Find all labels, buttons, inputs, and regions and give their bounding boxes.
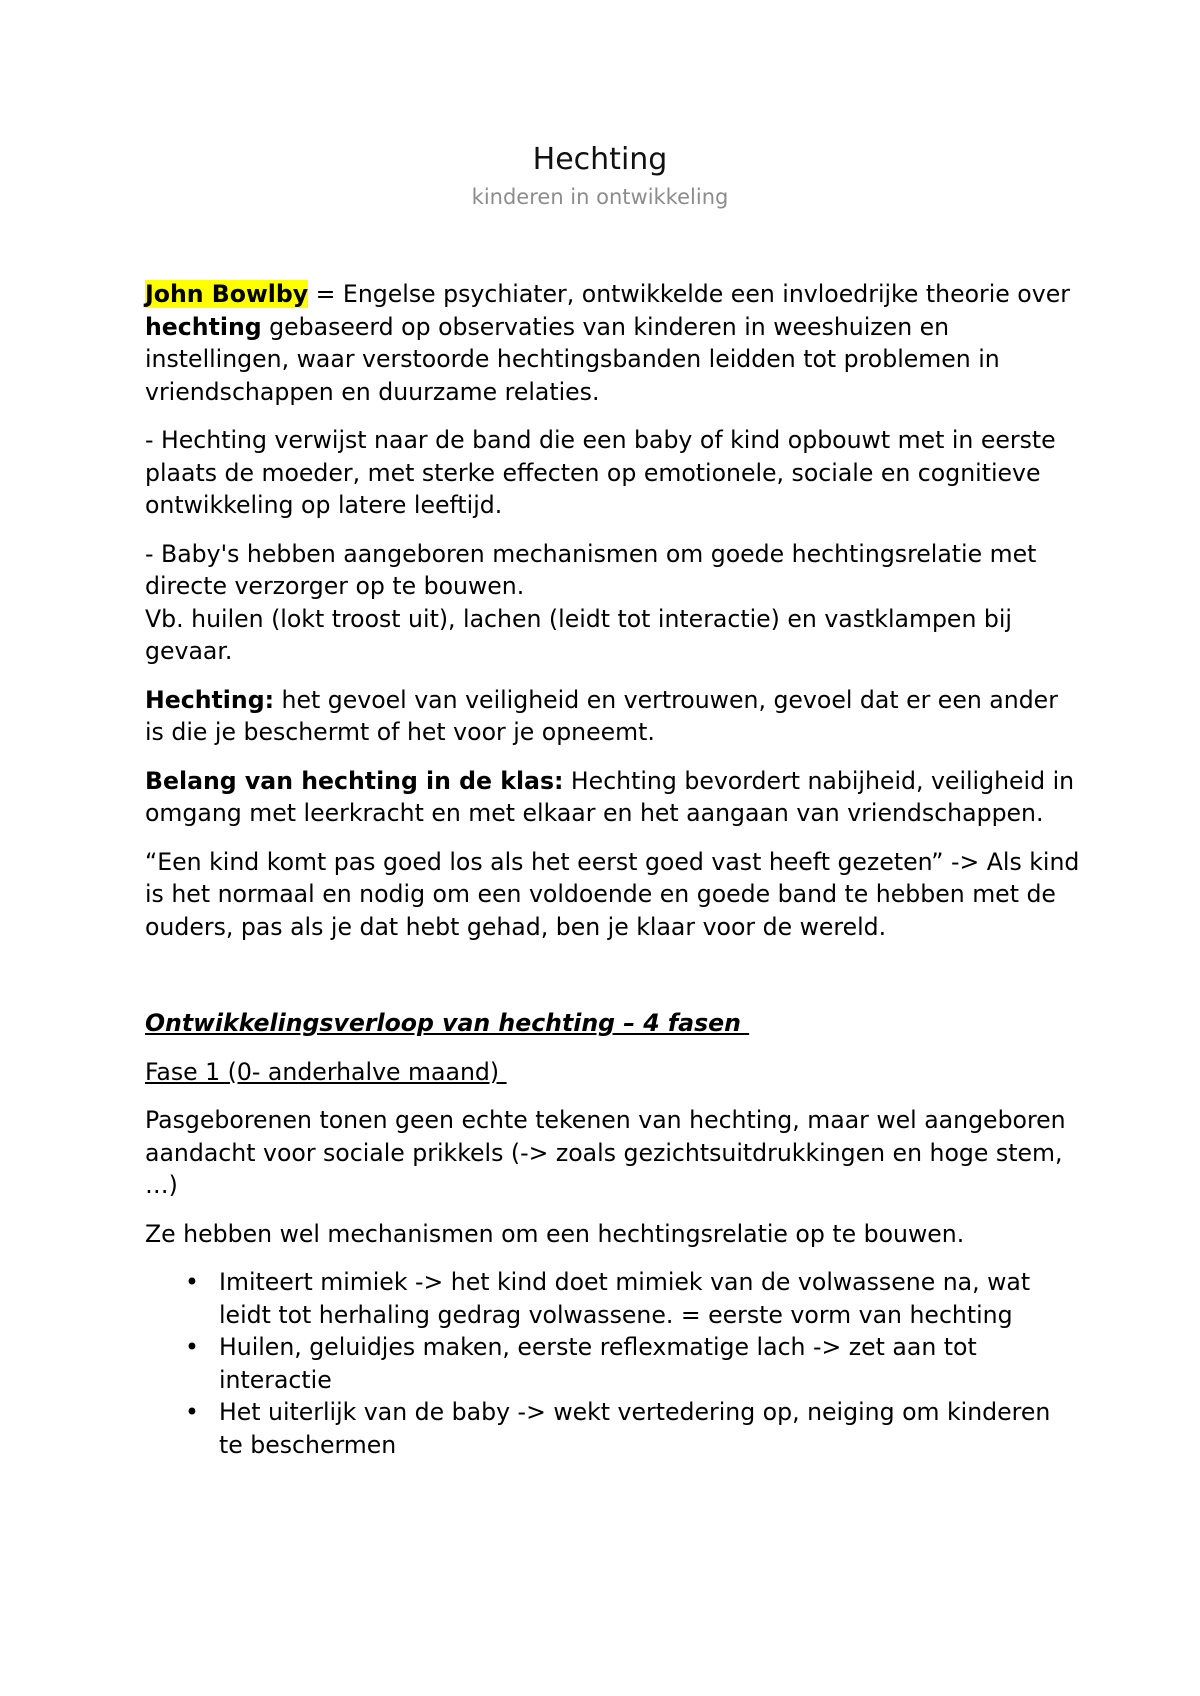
definition-paragraph bbox=[145, 684, 1080, 749]
list-item bbox=[145, 1396, 1080, 1461]
document-title: Hechting bbox=[532, 142, 668, 177]
list-item-text: Imiteert mimiek -> het kind doet mimiek van de volwassene na, wat leidt tot herhaling gedrag volwassene. = eerste vorm van hechting bbox=[219, 1268, 1031, 1329]
list-item bbox=[145, 1331, 1080, 1396]
bullet-icon: • bbox=[185, 1398, 199, 1426]
bullet-icon: • bbox=[185, 1333, 199, 1361]
phase-heading-paragraph bbox=[145, 1056, 1080, 1089]
importance-text: Hechting bevordert nabijheid, veiligheid in omgang met leerkracht en met elkaar en het aangaan van vriendschappen. bbox=[145, 766, 1075, 827]
intro-text-rest: gebaseerd op observaties van kinderen in weeshuizen en instellingen, waar verstoorde hechtingsbanden leidden tot problemen in vriendschappen en duurzame relaties. bbox=[145, 312, 1000, 406]
document-body bbox=[145, 278, 1080, 1461]
highlighted-name: John Bowlby bbox=[145, 280, 309, 308]
definition-label: Hechting: bbox=[145, 685, 275, 714]
intro-paragraph bbox=[145, 278, 1080, 408]
list-item-text: Huilen, geluidjes maken, eerste reflexmatige lach -> zet aan tot interactie bbox=[219, 1333, 977, 1394]
importance-paragraph bbox=[145, 765, 1080, 830]
document-subtitle: kinderen in ontwikkeling bbox=[471, 185, 729, 209]
example-text: Vb. huilen (lokt troost uit), lachen (leidt tot interactie) en vastklampen bij gevaar. bbox=[145, 604, 1012, 665]
phase-paragraph: Ze hebben wel mechanismen om een hechtingsrelatie op te bouwen. bbox=[145, 1219, 965, 1248]
point-text: - Baby's hebben aangeboren mechanismen om goede hechtingsrelatie met directe verzorger op te bouwen. bbox=[145, 539, 1037, 600]
phase-paragraph: Pasgeborenen tonen geen echte tekenen van hechting, maar wel aangeboren aandacht voor sociale prikkels (-> zoals gezichtsuitdrukkingen en hoge stem, …) bbox=[145, 1106, 1066, 1199]
point-paragraph: - Hechting verwijst naar de band die een baby of kind opbouwt met in eerste plaats de moeder, met sterke effecten op emotionele, sociale en cognitieve ontwikkeling op latere leeftijd. bbox=[145, 426, 1056, 519]
bullet-list bbox=[145, 1266, 1080, 1461]
importance-label: Belang van hechting in de klas: bbox=[145, 766, 564, 795]
list-item bbox=[145, 1266, 1080, 1331]
bold-term: hechting bbox=[145, 312, 262, 341]
bullet-icon: • bbox=[185, 1268, 199, 1296]
intro-text: = Engelse psychiater, ontwikkelde een invloedrijke theorie over bbox=[308, 280, 1070, 308]
section-heading: Ontwikkelingsverloop van hechting – 4 fasen bbox=[145, 1009, 750, 1037]
point-paragraph bbox=[145, 538, 1080, 668]
phase-heading: Fase 1 (0- anderhalve maand) bbox=[145, 1057, 507, 1086]
quote-paragraph: “Een kind komt pas goed los als het eerst goed vast heeft gezeten” -> Als kind is het normaal en nodig om een voldoende en goede band te hebben met de ouders, pas als je dat hebt gehad, ben je klaar voor de wereld. bbox=[145, 847, 1080, 941]
definition-text: het gevoel van veiligheid en vertrouwen, gevoel dat er een ander is die je beschermt of het voor je opneemt. bbox=[145, 685, 1058, 746]
section-heading-paragraph bbox=[145, 1007, 1080, 1040]
list-item-text: Het uiterlijk van de baby -> wekt vertedering op, neiging om kinderen te beschermen bbox=[219, 1398, 1051, 1459]
